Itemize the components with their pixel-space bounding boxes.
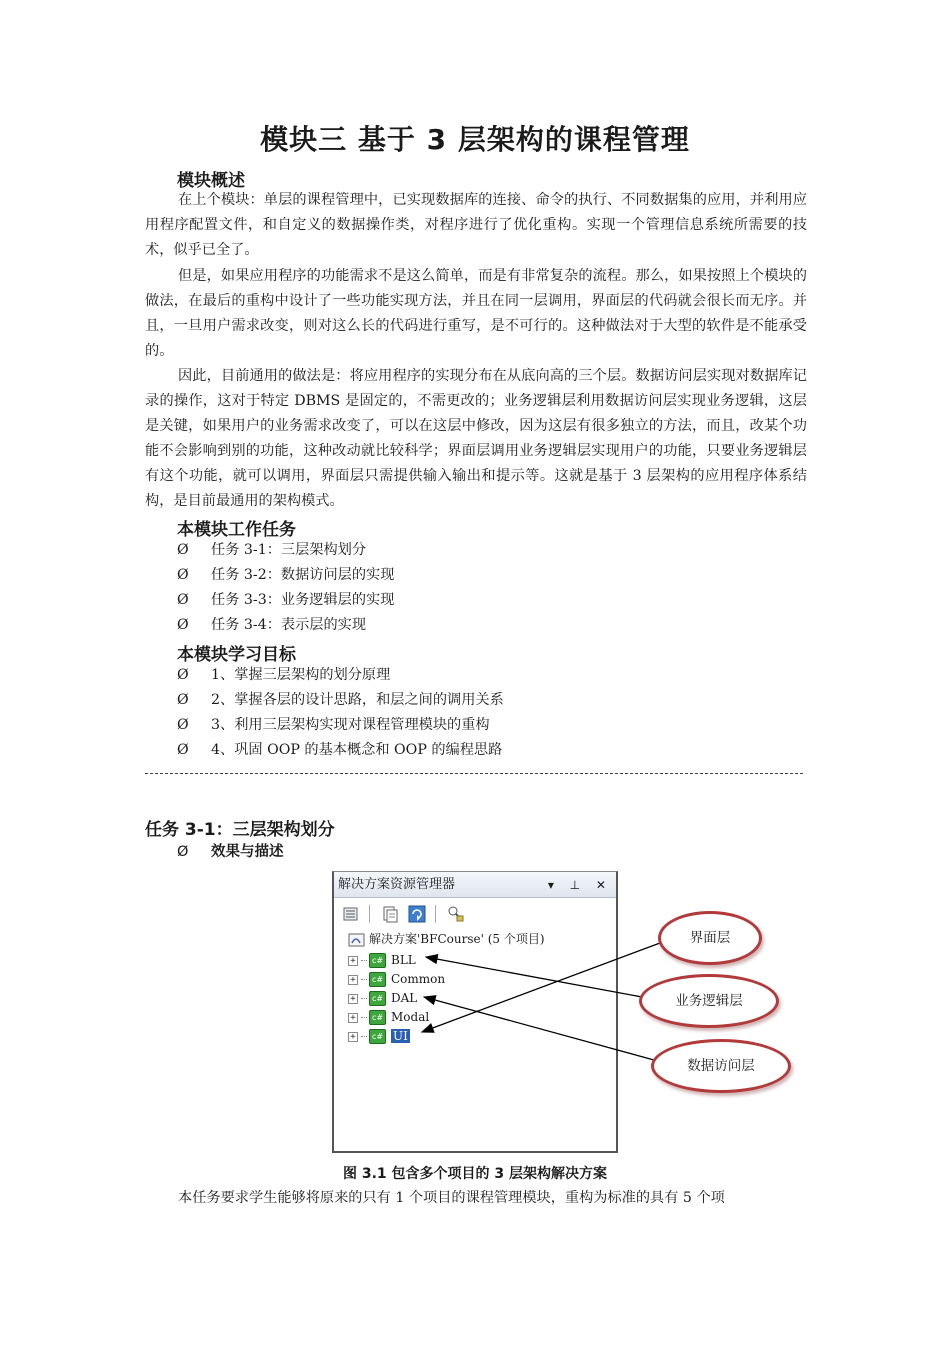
goal-item-label: 4、巩固 OOP 的基本概念和 OOP 的编程思路 — [211, 742, 503, 758]
csharp-project-icon: c# — [369, 1029, 386, 1044]
overview-paragraph-2: 但是，如果应用程序的功能需求不是这么简单，而是有非常复杂的流程。那么，如果按照上个模块的做法，在最后的重构中设计了一些功能实现方法，并且在同一层调用，界面层的代码就会很长而无序。并且，一旦用户需求改变，则对这么长的代码进行重写，是不可行的。这种做法对于大型的软件是不能承受的。 — [145, 268, 807, 359]
project-label: Common — [391, 972, 446, 986]
expand-icon[interactable]: + — [348, 994, 358, 1004]
overview-paragraph-3: 因此，目前通用的做法是：将应用程序的实现分布在从底向高的三个层。数据访问层实现对数据库记录的操作，这对于特定 DBMS 是固定的，不需更改的；业务逻辑层利用数据访问层实现业务逻辑，这层是关键，如果用户的业务需求改变了，可以在这层中修改，因为这层有很多独立的方法，而且，改某个功能不会影响到别的功能，这种改动就比较科学；界面层调用业务逻辑层实现用户的功能，只要业务逻辑层有这个功能，就可以调用，界面层只需提供输入输出和提示等。这就是基于 3 层架构的应用程序体系结构，是目前最通用的架构模式。 — [145, 368, 807, 509]
expand-icon[interactable]: + — [348, 975, 358, 985]
callout-ui-layer: 界面层 — [658, 911, 762, 965]
goal-item-label: 3、利用三层架构实现对课程管理模块的重构 — [211, 717, 490, 733]
panel-window-controls[interactable]: ▾ ⊥ ✕ — [547, 878, 612, 892]
goal-item-label: 2、掌握各层的设计思路，和层之间的调用关系 — [211, 692, 504, 708]
csharp-project-icon: c# — [369, 1010, 386, 1025]
expand-icon[interactable]: + — [348, 956, 358, 966]
project-label: BLL — [391, 953, 416, 967]
task-item-label: 任务 3-4：表示层的实现 — [211, 617, 367, 633]
bullet-mark: Ø — [177, 567, 189, 583]
callout-business-layer: 业务逻辑层 — [639, 974, 779, 1028]
bullet-mark: Ø — [177, 717, 189, 733]
project-label-selected: UI — [393, 1029, 408, 1043]
csharp-project-icon: c# — [369, 953, 386, 968]
arrow-ui-layer — [422, 943, 660, 1032]
bullet-mark: Ø — [177, 592, 189, 608]
expand-icon[interactable]: + — [348, 1013, 358, 1023]
figure-caption: 图 3.1 包含多个项目的 3 层架构解决方案 — [342, 1166, 608, 1182]
expand-icon[interactable]: + — [348, 1032, 358, 1042]
csharp-project-icon: c# — [369, 991, 386, 1006]
effect-label: 效果与描述 — [211, 844, 284, 860]
task-item-label: 任务 3-3：业务逻辑层的实现 — [211, 592, 395, 608]
bullet-mark: Ø — [177, 692, 189, 708]
bullet-mark: Ø — [177, 667, 189, 683]
overview-heading: 模块概述 — [177, 171, 245, 191]
project-label: Modal — [391, 1010, 430, 1024]
page-title: 模块三 基于 3 层架构的课程管理 — [260, 123, 690, 156]
solution-label: 解决方案'BFCourse' (5 个项目) — [369, 932, 545, 946]
tasks-heading: 本模块工作任务 — [177, 520, 296, 540]
task-item-label: 任务 3-1：三层架构划分 — [211, 542, 367, 558]
task-3-1-title: 任务 3-1：三层架构划分 — [145, 820, 335, 840]
arrow-business-layer — [426, 957, 642, 997]
bullet-mark: Ø — [177, 617, 189, 633]
solution-explorer-title: 解决方案资源管理器 — [338, 877, 456, 892]
goals-heading: 本模块学习目标 — [177, 645, 296, 665]
task-item-label: 任务 3-2：数据访问层的实现 — [211, 567, 395, 583]
project-label: DAL — [391, 991, 418, 1005]
goal-item-label: 1、掌握三层架构的划分原理 — [211, 667, 391, 683]
bullet-mark: Ø — [177, 542, 189, 558]
arrow-data-layer — [424, 997, 654, 1060]
bullet-mark: Ø — [177, 844, 189, 860]
csharp-project-icon: c# — [369, 972, 386, 987]
bullet-mark: Ø — [177, 742, 189, 758]
task-description: 本任务要求学生能够将原来的只有 1 个项目的课程管理模块，重构为标准的具有 5 个项 — [178, 1190, 725, 1206]
overview-paragraph-1: 在上个模块：单层的课程管理中，已实现数据库的连接、命令的执行、不同数据集的应用，并利用应用程序配置文件，和自定义的数据操作类，对程序进行了优化重构。实现一个管理信息系统所需要的技术，似乎已全了。 — [145, 192, 807, 258]
callout-data-layer: 数据访问层 — [651, 1039, 791, 1093]
